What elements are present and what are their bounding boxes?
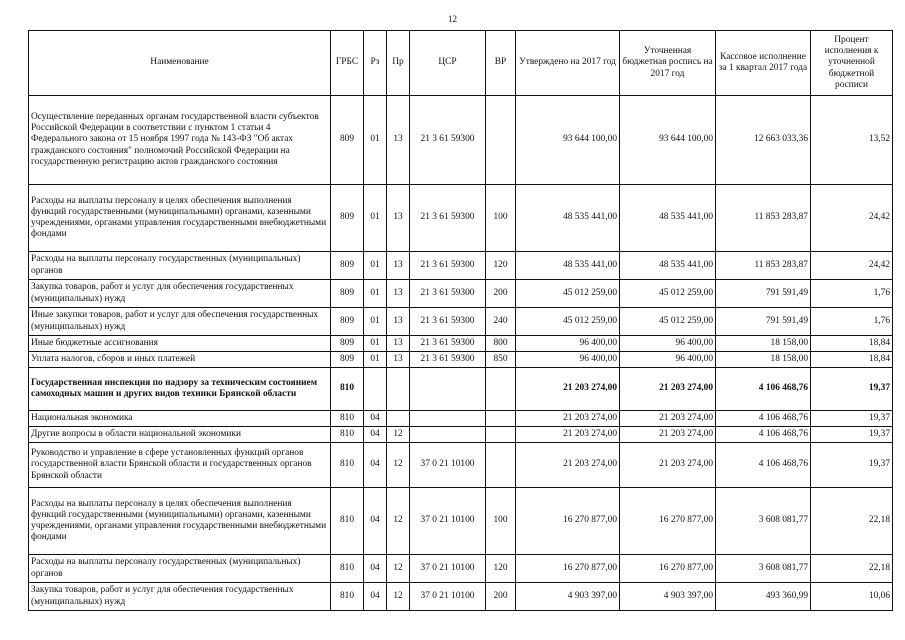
cell-rz: 04 [364, 427, 387, 443]
cell-percent: 1,76 [811, 280, 893, 308]
cell-grbs: 809 [331, 280, 364, 308]
cell-cash: 791 591,49 [716, 280, 811, 308]
cell-vr: 240 [486, 308, 516, 336]
header-percent: Процент исполнения к уточненной бюджетной росписи [811, 31, 893, 96]
cell-rz: 01 [364, 308, 387, 336]
cell-name: Руководство и управление в сфере установленных функций органов государственной власти Брянской области и государственных органов Брянской области [29, 443, 331, 488]
cell-cash: 3 608 081,77 [716, 555, 811, 583]
cell-rz: 04 [364, 583, 387, 611]
cell-name: Другие вопросы в области национальной экономики [29, 427, 331, 443]
cell-refined: 16 270 877,00 [620, 555, 716, 583]
cell-pr: 12 [387, 427, 410, 443]
cell-vr [486, 96, 516, 185]
cell-approved: 21 203 274,00 [516, 443, 620, 488]
cell-pr: 12 [387, 583, 410, 611]
cell-name: Уплата налогов, сборов и иных платежей [29, 352, 331, 368]
cell-grbs: 809 [331, 96, 364, 185]
cell-vr [486, 443, 516, 488]
cell-csr: 21 3 61 59300 [410, 308, 486, 336]
cell-refined: 21 203 274,00 [620, 427, 716, 443]
cell-refined: 96 400,00 [620, 352, 716, 368]
cell-cash: 18 158,00 [716, 352, 811, 368]
table-row [29, 336, 893, 352]
cell-refined: 48 535 441,00 [620, 252, 716, 280]
cell-pr: 12 [387, 555, 410, 583]
cell-rz: 01 [364, 352, 387, 368]
cell-rz: 01 [364, 252, 387, 280]
cell-percent: 24,42 [811, 252, 893, 280]
page-number: 12 [448, 14, 457, 24]
cell-pr: 13 [387, 336, 410, 352]
cell-grbs: 810 [331, 443, 364, 488]
cell-csr: 37 0 21 10100 [410, 488, 486, 555]
table-row [29, 308, 893, 336]
cell-approved: 4 903 397,00 [516, 583, 620, 611]
cell-name: Государственная инспекция по надзору за техническим состоянием самоходных машин и других видов техники Брянской области [29, 368, 331, 411]
table-row [29, 555, 893, 583]
cell-percent: 19,37 [811, 443, 893, 488]
cell-refined: 96 400,00 [620, 336, 716, 352]
cell-refined: 21 203 274,00 [620, 411, 716, 427]
cell-rz: 04 [364, 488, 387, 555]
cell-pr: 12 [387, 443, 410, 488]
cell-csr: 21 3 61 59300 [410, 96, 486, 185]
cell-grbs: 809 [331, 336, 364, 352]
cell-csr: 37 0 21 10100 [410, 583, 486, 611]
cell-rz: 01 [364, 185, 387, 252]
cell-approved: 16 270 877,00 [516, 555, 620, 583]
cell-name: Осуществление переданных органам государственной власти субъектов Российской Федерации в соответствии с пунктом 1 статьи 4 Федерального закона от 15 ноября 1997 года № 143-ФЗ "Об актах гражданского состояния" полномочий Российской Федерации на государственную регистрацию актов гражданского состояния [29, 96, 331, 185]
header-pr: Пр [387, 31, 410, 96]
cell-csr: 21 3 61 59300 [410, 280, 486, 308]
table-row [29, 368, 893, 411]
table-row [29, 427, 893, 443]
header-vr: ВР [486, 31, 516, 96]
cell-approved: 48 535 441,00 [516, 252, 620, 280]
cell-approved: 21 203 274,00 [516, 427, 620, 443]
table-row [29, 352, 893, 368]
header-grbs: ГРБС [331, 31, 364, 96]
header-refined: Уточненная бюджетная роспись на 2017 год [620, 31, 716, 96]
cell-approved: 96 400,00 [516, 336, 620, 352]
cell-pr: 13 [387, 96, 410, 185]
header-name: Наименование [29, 31, 331, 96]
cell-cash: 3 608 081,77 [716, 488, 811, 555]
cell-grbs: 810 [331, 488, 364, 555]
cell-refined: 45 012 259,00 [620, 280, 716, 308]
header-rz: Рз [364, 31, 387, 96]
table-header [29, 31, 893, 96]
header-approved: Утверждено на 2017 год [516, 31, 620, 96]
table-row [29, 443, 893, 488]
table-row [29, 411, 893, 427]
cell-refined: 45 012 259,00 [620, 308, 716, 336]
cell-grbs: 809 [331, 352, 364, 368]
cell-cash: 11 853 283,87 [716, 252, 811, 280]
cell-approved: 16 270 877,00 [516, 488, 620, 555]
cell-vr: 100 [486, 185, 516, 252]
cell-percent: 22,18 [811, 488, 893, 555]
cell-vr: 120 [486, 252, 516, 280]
cell-percent: 19,37 [811, 427, 893, 443]
cell-csr [410, 411, 486, 427]
cell-percent: 22,18 [811, 555, 893, 583]
cell-vr: 200 [486, 280, 516, 308]
cell-grbs: 810 [331, 411, 364, 427]
table-row [29, 488, 893, 555]
cell-name: Расходы на выплаты персоналу в целях обеспечения выполнения функций государственными (муниципальными) органами, казенными учреждениями, органами управления государственными внебюджетными фондами [29, 488, 331, 555]
cell-vr: 100 [486, 488, 516, 555]
cell-percent: 13,52 [811, 96, 893, 185]
cell-cash: 493 360,99 [716, 583, 811, 611]
cell-grbs: 810 [331, 555, 364, 583]
cell-approved: 93 644 100,00 [516, 96, 620, 185]
cell-vr: 800 [486, 336, 516, 352]
budget-execution-table [28, 30, 893, 611]
cell-grbs: 809 [331, 185, 364, 252]
cell-name: Закупка товаров, работ и услуг для обеспечения государственных (муниципальных) нужд [29, 280, 331, 308]
cell-name: Иные бюджетные ассигнования [29, 336, 331, 352]
cell-csr: 37 0 21 10100 [410, 443, 486, 488]
cell-grbs: 809 [331, 308, 364, 336]
table-body [29, 96, 893, 611]
cell-grbs: 810 [331, 368, 364, 411]
cell-percent: 24,42 [811, 185, 893, 252]
cell-approved: 45 012 259,00 [516, 280, 620, 308]
cell-refined: 4 903 397,00 [620, 583, 716, 611]
cell-approved: 45 012 259,00 [516, 308, 620, 336]
cell-rz: 04 [364, 411, 387, 427]
cell-percent: 19,37 [811, 411, 893, 427]
cell-cash: 4 106 468,76 [716, 427, 811, 443]
cell-name: Расходы на выплаты персоналу в целях обеспечения выполнения функций государственными (муниципальными) органами, казенными учреждениями, органами управления государственными внебюджетными фондами [29, 185, 331, 252]
cell-name: Расходы на выплаты персоналу государственных (муниципальных) органов [29, 252, 331, 280]
cell-grbs: 810 [331, 427, 364, 443]
cell-vr: 850 [486, 352, 516, 368]
cell-refined: 16 270 877,00 [620, 488, 716, 555]
cell-approved: 48 535 441,00 [516, 185, 620, 252]
cell-cash: 791 591,49 [716, 308, 811, 336]
cell-pr: 13 [387, 185, 410, 252]
table-row [29, 583, 893, 611]
table-row [29, 185, 893, 252]
cell-cash: 11 853 283,87 [716, 185, 811, 252]
cell-rz: 04 [364, 443, 387, 488]
table-row [29, 96, 893, 185]
cell-rz: 04 [364, 555, 387, 583]
cell-csr: 21 3 61 59300 [410, 252, 486, 280]
cell-pr: 13 [387, 308, 410, 336]
cell-vr: 200 [486, 583, 516, 611]
cell-vr [486, 427, 516, 443]
table-row [29, 252, 893, 280]
cell-pr [387, 368, 410, 411]
cell-csr [410, 368, 486, 411]
cell-percent: 1,76 [811, 308, 893, 336]
cell-refined: 21 203 274,00 [620, 368, 716, 411]
header-cash: Кассовое исполнение за 1 квартал 2017 года [716, 31, 811, 96]
cell-rz: 01 [364, 280, 387, 308]
cell-name: Национальная экономика [29, 411, 331, 427]
cell-cash: 4 106 468,76 [716, 443, 811, 488]
table-row [29, 280, 893, 308]
cell-cash: 4 106 468,76 [716, 411, 811, 427]
cell-name: Расходы на выплаты персоналу государственных (муниципальных) органов [29, 555, 331, 583]
header-csr: ЦСР [410, 31, 486, 96]
cell-percent: 18,84 [811, 336, 893, 352]
cell-refined: 93 644 100,00 [620, 96, 716, 185]
cell-pr [387, 411, 410, 427]
cell-pr: 12 [387, 488, 410, 555]
cell-pr: 13 [387, 252, 410, 280]
cell-rz: 01 [364, 96, 387, 185]
cell-name: Закупка товаров, работ и услуг для обеспечения государственных (муниципальных) нужд [29, 583, 331, 611]
cell-grbs: 809 [331, 252, 364, 280]
cell-cash: 18 158,00 [716, 336, 811, 352]
cell-percent: 10,06 [811, 583, 893, 611]
cell-rz: 01 [364, 336, 387, 352]
cell-grbs: 810 [331, 583, 364, 611]
cell-percent: 19,37 [811, 368, 893, 411]
cell-pr: 13 [387, 352, 410, 368]
cell-name: Иные закупки товаров, работ и услуг для обеспечения государственных (муниципальных) нужд [29, 308, 331, 336]
cell-cash: 12 663 033,36 [716, 96, 811, 185]
cell-approved: 21 203 274,00 [516, 411, 620, 427]
cell-csr: 21 3 61 59300 [410, 352, 486, 368]
cell-rz [364, 368, 387, 411]
cell-cash: 4 106 468,76 [716, 368, 811, 411]
cell-percent: 18,84 [811, 352, 893, 368]
cell-vr [486, 411, 516, 427]
cell-csr [410, 427, 486, 443]
cell-approved: 96 400,00 [516, 352, 620, 368]
cell-csr: 37 0 21 10100 [410, 555, 486, 583]
cell-csr: 21 3 61 59300 [410, 336, 486, 352]
cell-csr: 21 3 61 59300 [410, 185, 486, 252]
cell-refined: 21 203 274,00 [620, 443, 716, 488]
cell-vr: 120 [486, 555, 516, 583]
cell-vr [486, 368, 516, 411]
cell-approved: 21 203 274,00 [516, 368, 620, 411]
cell-refined: 48 535 441,00 [620, 185, 716, 252]
cell-pr: 13 [387, 280, 410, 308]
